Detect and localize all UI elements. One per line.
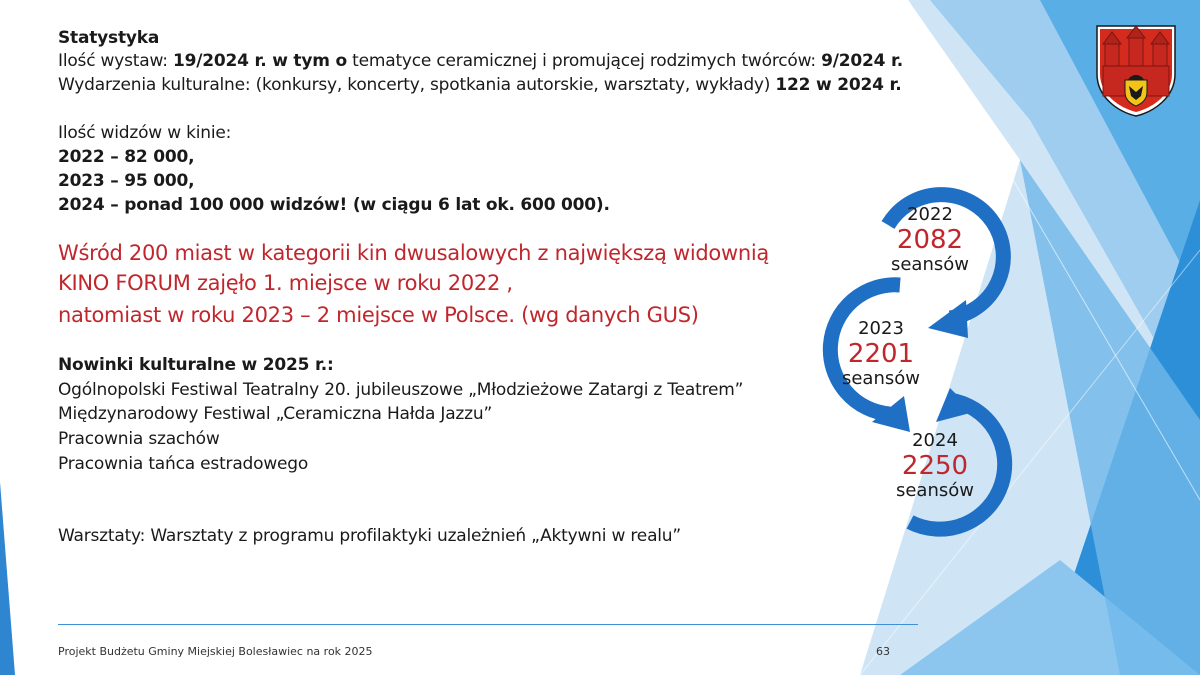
ranking-line-1: Wśród 200 miast w kategorii kin dwusalowych z największą widownią bbox=[58, 241, 769, 265]
ranking-line-2: KINO FORUM zajęło 1. miejsce w roku 2022 , bbox=[58, 271, 513, 295]
footer-project-name: Projekt Budżetu Gminy Miejskiej Bolesławiec na rok 2025 bbox=[58, 645, 373, 658]
widzowie-intro: Ilość widzów w kinie: bbox=[58, 123, 232, 143]
wystawy-ceramika-count: 9/2024 r. bbox=[821, 51, 903, 71]
seanse-label: seansów bbox=[895, 480, 974, 501]
seanse-year: 2022 bbox=[907, 204, 953, 225]
seanse-label: seansów bbox=[841, 368, 920, 389]
widzowie-2024: 2024 – ponad 100 000 widzów! (w ciągu 6 lat ok. 600 000). bbox=[58, 195, 610, 215]
seanse-count: 2082 bbox=[896, 225, 964, 255]
seanse-2023 bbox=[826, 318, 936, 390]
wystawy-line bbox=[58, 51, 903, 71]
wystawy-count: 19/2024 r. w tym o bbox=[172, 51, 347, 71]
warsztaty-line: Warsztaty: Warsztaty z programu profilaktyki uzależnień „Aktywni w realu” bbox=[58, 526, 681, 546]
nowinki-item: Pracownia szachów bbox=[58, 429, 220, 449]
seanse-2022 bbox=[875, 204, 985, 276]
wydarzenia-count: 122 w 2024 r. bbox=[775, 75, 902, 95]
seanse-year: 2023 bbox=[858, 318, 904, 339]
wystawy-ceramika-label: tematyce ceramicznej i promującej rodzimych twórców: bbox=[346, 51, 822, 71]
wydarzenia-line bbox=[58, 75, 902, 95]
statystyka-heading: Statystyka bbox=[58, 28, 160, 48]
widzowie-2023: 2023 – 95 000, bbox=[58, 171, 195, 191]
seanse-year: 2024 bbox=[912, 430, 958, 451]
page-number: 63 bbox=[876, 645, 890, 658]
nowinki-item: Ogólnopolski Festiwal Teatralny 20. jubileuszowe „Młodzieżowe Zatargi z Teatrem” bbox=[58, 380, 744, 400]
seanse-label: seansów bbox=[890, 254, 969, 275]
widzowie-2022: 2022 – 82 000, bbox=[58, 147, 195, 167]
seanse-count: 2201 bbox=[847, 339, 915, 369]
wystawy-label: Ilość wystaw: bbox=[58, 51, 173, 71]
nowinki-item: Pracownia tańca estradowego bbox=[58, 454, 309, 474]
nowinki-item: Międzynarodowy Festiwal „Ceramiczna Hałda Jazzu” bbox=[58, 404, 493, 424]
seanse-count: 2250 bbox=[901, 451, 969, 481]
wydarzenia-label: Wydarzenia kulturalne: (konkursy, koncerty, spotkania autorskie, warsztaty, wykłady) bbox=[58, 75, 776, 95]
boleslawiec-coat-of-arms bbox=[1093, 22, 1179, 118]
ranking-line-3: natomiast w roku 2023 – 2 miejsce w Polsce. (wg danych GUS) bbox=[58, 303, 699, 327]
footer-divider bbox=[58, 624, 918, 625]
seanse-2024 bbox=[880, 430, 990, 502]
nowinki-heading: Nowinki kulturalne w 2025 r.: bbox=[58, 355, 334, 375]
